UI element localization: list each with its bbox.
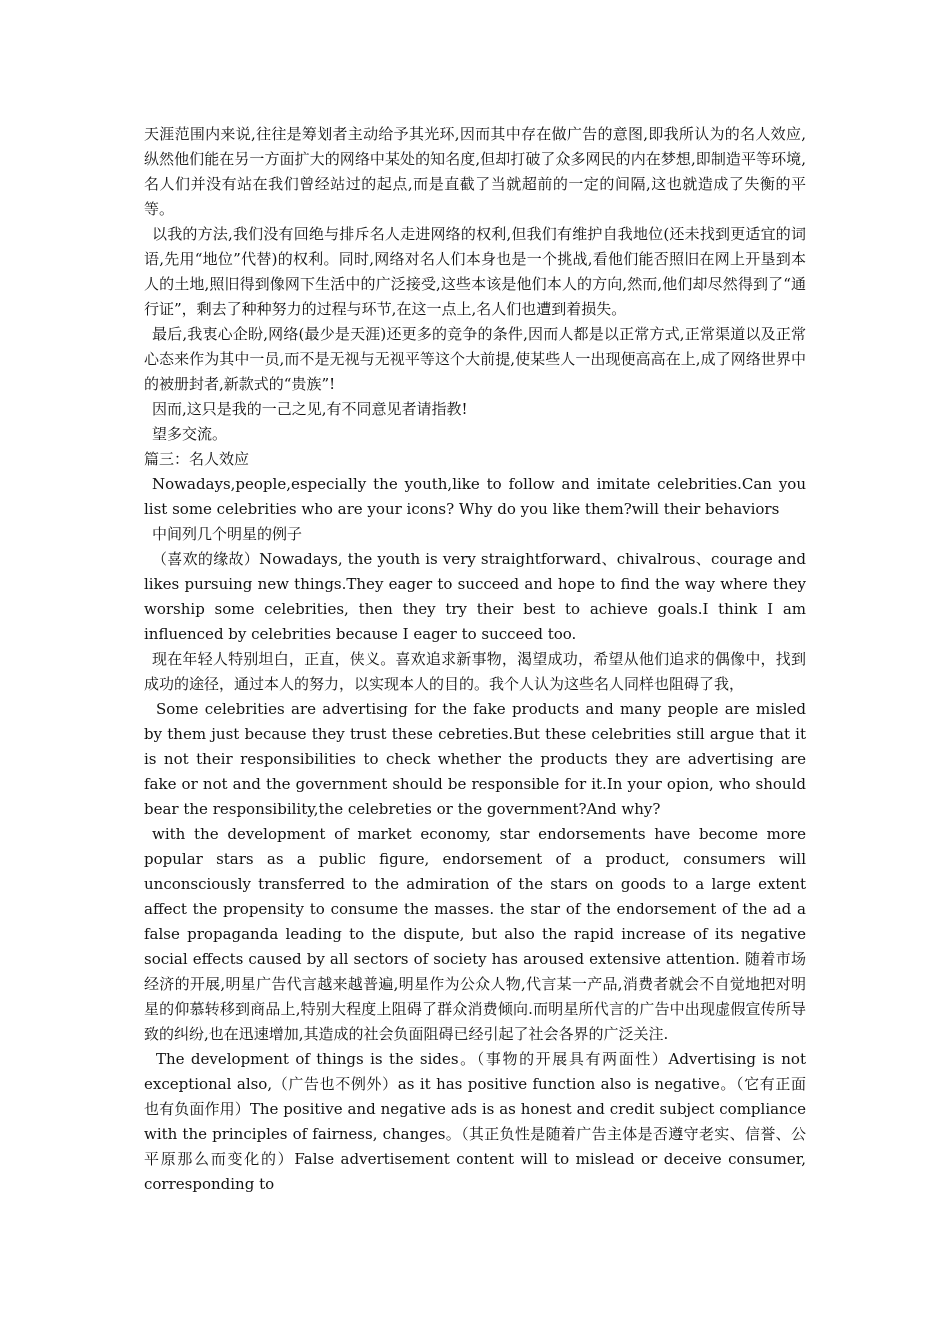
paragraph-8: 中间列几个明星的例子 — [152, 525, 303, 543]
paragraph-11: Some celebrities are advertising for the fake products and many people are misled by them just because they trust these cebreties.But these celebrities still argue that it is not their responsibilities to check whether the products they are advertising are fake or not and the government should be responsible for it.In your opion, who should bear the responsibility,the celebreties or the government?And why? — [144, 700, 806, 818]
paragraph-2: 以我的方法,我们没有回绝与排斥名人走进网络的权利,但我们有维护自我地位(还未找到更适宜的词语,先用“地位”代替)的权利。同时,网络对名人们本身也是一个挑战,看他们能否照旧在网上开垦到本人的土地,照旧得到像网下生活中的广泛接受,这些本该是他们本人的方向,然而,他们却尽然得到了“通行证”，剩去了种种努力的过程与环节,在这一点上,名人们也遭到着损失。 — [144, 225, 806, 318]
paragraph-13: The development of things is the sides。（事物的开展具有两面性）Advertising is not exceptional also,（广告也不例外）as it has positive function also is negative。（它有正面也有负面作用）The positive and negative ads is as honest and credit subject compliance with the principles of fairness, changes。（其正负性是随着广告主体是否遵守老实、信誉、公平原那么而变化的）False advertisement content will to mislead or deceive consumer, corresponding to — [144, 1050, 806, 1193]
document-body — [144, 122, 806, 1197]
paragraph-7: Nowadays,people,especially the youth,like to follow and imitate celebrities.Can you list some celebrities who are your icons? Why do you like them?will their behaviors — [144, 475, 806, 518]
paragraph-10: 现在年轻人特别坦白，正直，侠义。喜欢追求新事物，渴望成功，希望从他们追求的偶像中，找到成功的途径，通过本人的努力，以实现本人的目的。我个人认为这些名人同样也阻碍了我， — [144, 650, 806, 693]
paragraph-9: （喜欢的缘故）Nowadays, the youth is very straightforward、chivalrous、courage and likes pursuing new things.They eager to succeed and hope to find the way where they worship some celebrities, then they try their best to achieve goals.I think I am influenced by celebrities because I eager to succeed too. — [144, 550, 806, 643]
paragraph-3: 最后,我衷心企盼,网络(最少是天涯)还更多的竞争的条件,因而人都是以正常方式,正常渠道以及正常心态来作为其中一员,而不是无视与无视平等这个大前提,使某些人一出现便高高在上,成了网络世界中的被册封者,新款式的“贵族”! — [144, 325, 806, 393]
paragraph-12: with the development of market economy, star endorsements have become more popular stars as a public figure, endorsement of a product, consumers will unconsciously transferred to the admiration of the stars on goods to a large extent affect the propensity to consume the masses. the star of the endorsement of the ad a false propaganda leading to the dispute, but also the rapid increase of its negative social effects caused by all sectors of society has aroused extensive attention. 随着市场经济的开展,明星广告代言越来越普遍,明星作为公众人物,代言某一产品,消费者就会不自觉地把对明星的仰慕转移到商品上,特别大程度上阻碍了群众消费倾向.而明星所代言的广告中出现虚假宣传所导致的纠纷,也在迅速增加,其造成的社会负面阻碍已经引起了社会各界的广泛关注. — [144, 825, 806, 1043]
section-heading: 篇三：名人效应 — [144, 450, 250, 468]
paragraph-1: 天涯范围内来说,往往是筹划者主动给予其光环,因而其中存在做广告的意图,即我所认为的名人效应,纵然他们能在另一方面扩大的网络中某处的知名度,但却打破了众多网民的内在梦想,即制造平等环境,名人们并没有站在我们曾经站过的起点,而是直截了当就超前的一定的间隔,这也就造成了失衡的平等。 — [144, 125, 806, 218]
paragraph-5: 望多交流。 — [152, 425, 228, 443]
paragraph-4: 因而,这只是我的一己之见,有不同意见者请指教! — [152, 400, 468, 418]
